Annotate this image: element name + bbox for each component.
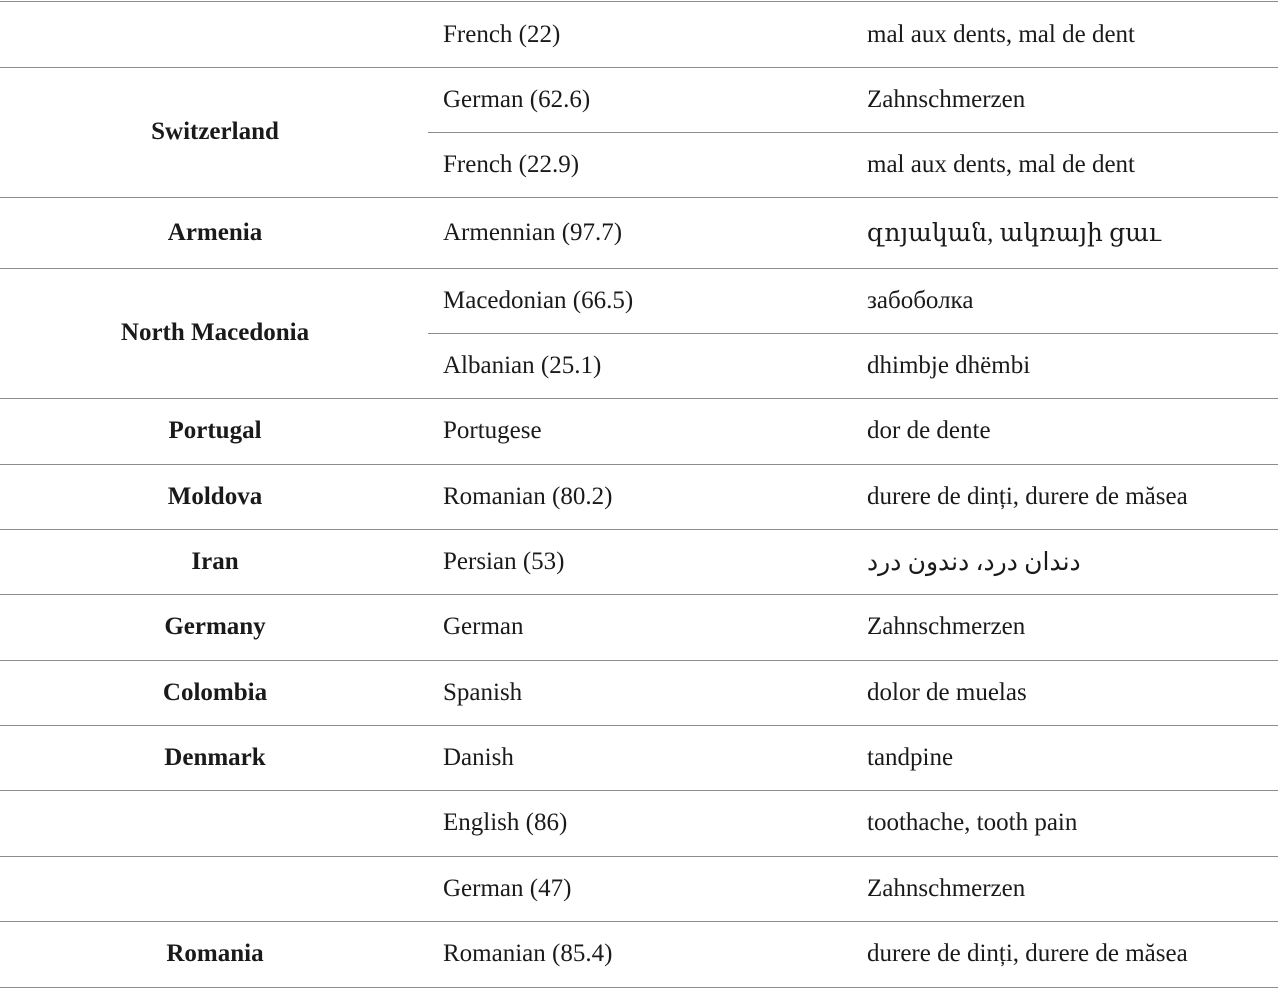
language-entry [0,921,1280,987]
country-cell: Moldova [167,482,263,510]
language-cell: Danish [443,743,514,771]
country-cell: Germany [164,613,266,640]
table-row [0,921,1280,987]
term-cell: Zahnschmerzen [867,613,1026,640]
table-row [0,725,1280,790]
country-cell: Iran [191,547,239,575]
term-cell: toothache, tooth pain [867,809,1078,836]
sub-row-rule [428,333,1278,334]
language-cell: Spanish [443,678,523,706]
table-row [0,2,1280,67]
country-cell: North Macedonia [120,319,310,346]
term-cell: tandpine [867,743,954,771]
language-cell: Persian (53) [443,547,565,575]
table-row [0,660,1280,725]
table-row [0,790,1280,856]
language-cell: German (47) [443,874,572,902]
language-cell: Macedonian (66.5) [443,286,634,314]
language-cell: Albanian (25.1) [443,351,602,379]
language-cell: Romanian (85.4) [443,940,613,967]
term-cell: dor de dente [867,417,991,444]
language-entry [0,333,1280,398]
language-entry [0,2,1280,67]
language-cell: English (86) [443,809,568,836]
table-row [0,529,1280,594]
table-row [0,398,1280,464]
country-cell: Portugal [168,417,262,444]
language-entry [0,594,1280,660]
term-cell: durere de dinți, durere de măsea [867,940,1188,967]
language-cell: Romanian (80.2) [443,482,613,510]
country-cell: Armenia [167,218,263,246]
table-row [0,856,1280,921]
language-cell: Portugese [443,417,542,444]
language-cell: French (22) [443,20,561,48]
language-entry [0,464,1280,529]
term-cell: Zahnschmerzen [867,85,1026,113]
term-cell: զոյական, ակռայի ցաւ [867,219,1161,247]
language-entry [0,197,1280,268]
term-cell: mal aux dents, mal de dent [867,20,1135,48]
language-cell: Armennian (97.7) [443,218,623,246]
country-cell: Denmark [164,743,266,771]
language-entry [0,790,1280,856]
term-cell: dolor de muelas [867,678,1027,706]
country-cell: Switzerland [151,118,279,145]
term-cell: Zahnschmerzen [867,874,1026,902]
term-cell: забоболка [867,286,974,314]
language-entry [0,398,1280,464]
language-cell: German (62.6) [443,85,591,113]
term-cell: dhimbje dhëmbi [867,351,1031,379]
table-row [0,197,1280,268]
language-entry [0,725,1280,790]
table-row [0,464,1280,529]
term-cell: دندان درد، دندون درد [867,548,1081,576]
row-rule [0,987,1278,988]
country-cell: Colombia [162,678,268,706]
sub-row-rule [428,132,1278,133]
term-cell: mal aux dents, mal de dent [867,150,1135,178]
term-cell: durere de dinți, durere de măsea [867,482,1188,510]
language-entry [0,132,1280,197]
language-entry [0,660,1280,725]
language-entry [0,67,1280,132]
language-entry [0,268,1280,333]
table-row [0,594,1280,660]
language-entry [0,856,1280,921]
language-cell: German [443,613,524,640]
country-cell: Romania [166,940,264,967]
language-cell: French (22.9) [443,150,580,178]
language-entry [0,529,1280,594]
